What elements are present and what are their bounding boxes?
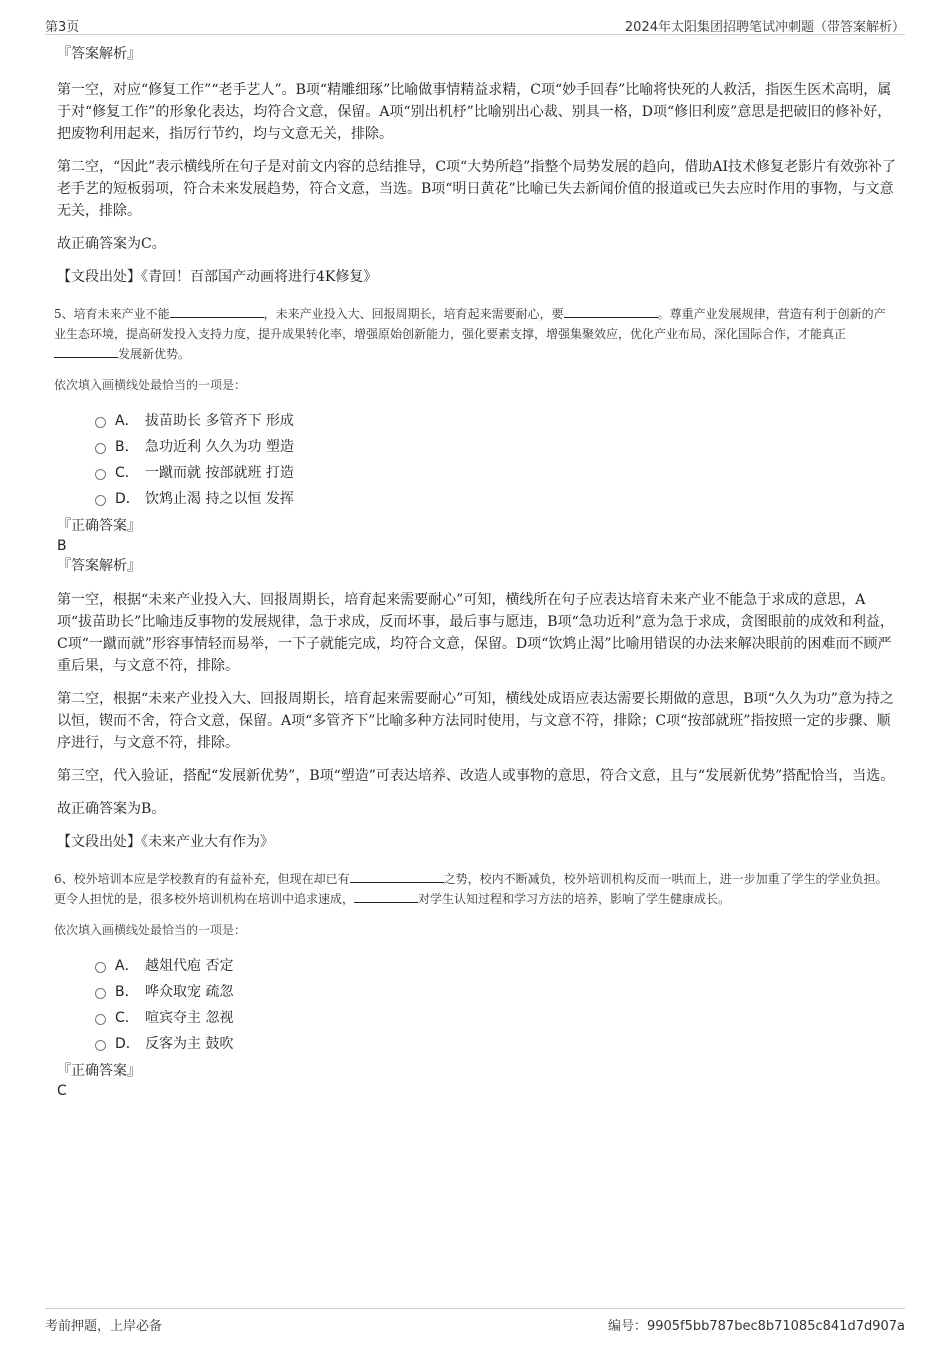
q6-correct-label: 『正确答案』 xyxy=(57,1063,141,1079)
q4-source: 【文段出处】《青回！百部国产动画将进行4K修复》 xyxy=(57,269,378,285)
q4-conclusion: 故正确答案为C。 xyxy=(57,236,166,252)
q6-instruction: 依次填入画横线处最恰当的一项是： xyxy=(54,923,247,937)
q4-analysis-label: 『答案解析』 xyxy=(57,46,141,62)
q6-option-a[interactable]: A． 越俎代庖 否定 xyxy=(95,952,897,978)
page-header xyxy=(45,14,905,35)
q5-answer: B xyxy=(57,538,67,554)
q5-options xyxy=(95,407,897,511)
q5-analysis-para-2: 第二空，根据“未来产业投入大、回报周期长，培育起来需要耐心”可知，横线处成语应表达需要长期做的意思，B项“久久为功”意为持之以恒，锲而不舍，符合文意，保留。A项“多管齐下”比喻多种方法同时使用，与文意不符，排除；C项“按部就班”指按照一定的步骤、顺序进行，与文意不符，排除。 xyxy=(57,691,894,751)
document-id: 编号：9905f5bb787bec8b71085c841d7d907a xyxy=(607,1319,905,1334)
q6-stem: 6、校外培训本应是学校教育的有益补充，但现在却已有 之势，校内不断减负，校外培训机构反而一哄而上，进一步加重了学生的学业负担。更令人担忧的是，很多校外培训机构在培训中追求速成， 对学生认知过程和学习方法的培养，影响了学生健康成长。 xyxy=(54,872,888,906)
blank-line xyxy=(54,345,118,358)
q5-stem: 5、培育未来产业不能 ，未来产业投入大、回报周期长，培育起来需要耐心，要 。尊重产业发展规律，营造有利于创新的产业生态环境，提高研发投入支持力度，提升成果转化率，增强原始创新能力，强化要素支撑，增强集聚效应，优化产业布局，深化国际合作，才能真正发展新优势。 xyxy=(54,307,886,361)
blank-line xyxy=(564,305,658,318)
q5-option-d[interactable]: D． 饮鸩止渴 持之以恒 发挥 xyxy=(95,485,897,511)
q4-analysis-para-1: 第一空，对应“修复工作”“老手艺人”。B项“精雕细琢”比喻做事情精益求精，C项“妙手回春”比喻将快死的人救活，指医生医术高明，属于对“修复工作”的形象化表达，均符合文意，保留。A项“别出机杼”比喻别出心裁、别具一格，D项“修旧利废”意思是把破旧的修补好，把废物利用起来，指厉行节约，均与文意无关，排除。 xyxy=(57,82,892,142)
q6-option-c[interactable]: C． 喧宾夺主 忽视 xyxy=(95,1004,897,1030)
q5-option-b[interactable]: B． 急功近利 久久为功 塑造 xyxy=(95,433,897,459)
q6-option-b[interactable]: B． 哗众取宠 疏忽 xyxy=(95,978,897,1004)
page-content xyxy=(54,44,897,1101)
q5-option-c[interactable]: C． 一蹴而就 按部就班 打造 xyxy=(95,459,897,485)
radio-icon[interactable] xyxy=(95,988,106,999)
radio-icon[interactable] xyxy=(95,1040,106,1051)
q5-instruction: 依次填入画横线处最恰当的一项是： xyxy=(54,378,247,392)
radio-icon[interactable] xyxy=(95,443,106,454)
q5-correct-label: 『正确答案』 xyxy=(57,518,141,534)
radio-icon[interactable] xyxy=(95,469,106,480)
q5-source: 【文段出处】《未来产业大有作为》 xyxy=(57,834,274,850)
q5-analysis-para-1: 第一空，根据“未来产业投入大、回报周期长，培育起来需要耐心”可知，横线所在句子应表达培育未来产业不能急于求成的意思，A项“拔苗助长”比喻违反事物的发展规律，急于求成，反而坏事，最后事与愿违，B项“急功近利”意为急于求成，贪图眼前的成效和利益，C项“一蹴而就”形容事情轻而易举，一下子就能完成，均符合文意，保留。D项“饮鸩止渴”比喻用错误的办法来解决眼前的困难而不顾严重后果，与文意不符，排除。 xyxy=(57,592,894,674)
page-number: 第3页 xyxy=(45,20,80,35)
blank-line xyxy=(354,890,418,903)
q6-answer: C xyxy=(57,1083,67,1099)
q4-analysis-para-2: 第二空，“因此”表示横线所在句子是对前文内容的总结推导，C项“大势所趋”指整个局势发展的趋向，借助AI技术修复老影片有效弥补了老手艺的短板弱项，符合未来发展趋势，符合文意，当选。B项“明日黄花”比喻已失去新闻价值的报道或已失去应时作用的事物，与文意无关，排除。 xyxy=(57,159,896,219)
q5-analysis-label: 『答案解析』 xyxy=(57,558,141,574)
q5-analysis-para-3: 第三空，代入验证，搭配“发展新优势”，B项“塑造”可表达培养、改造人或事物的意思，符合文意，且与“发展新优势”搭配恰当，当选。 xyxy=(57,768,895,784)
q6-option-d[interactable]: D． 反客为主 鼓吹 xyxy=(95,1030,897,1056)
q5-option-a[interactable]: A． 拔苗助长 多管齐下 形成 xyxy=(95,407,897,433)
radio-icon[interactable] xyxy=(95,495,106,506)
radio-icon[interactable] xyxy=(95,1014,106,1025)
page-footer xyxy=(45,1308,905,1339)
radio-icon[interactable] xyxy=(95,417,106,428)
blank-line xyxy=(350,870,444,883)
footer-slogan: 考前押题，上岸必备 xyxy=(45,1319,163,1334)
q5-conclusion: 故正确答案为B。 xyxy=(57,801,166,817)
q6-options xyxy=(95,952,897,1056)
blank-line xyxy=(170,305,264,318)
radio-icon[interactable] xyxy=(95,962,106,973)
document-title: 2024年太阳集团招聘笔试冲刺题（带答案解析） xyxy=(624,20,905,35)
